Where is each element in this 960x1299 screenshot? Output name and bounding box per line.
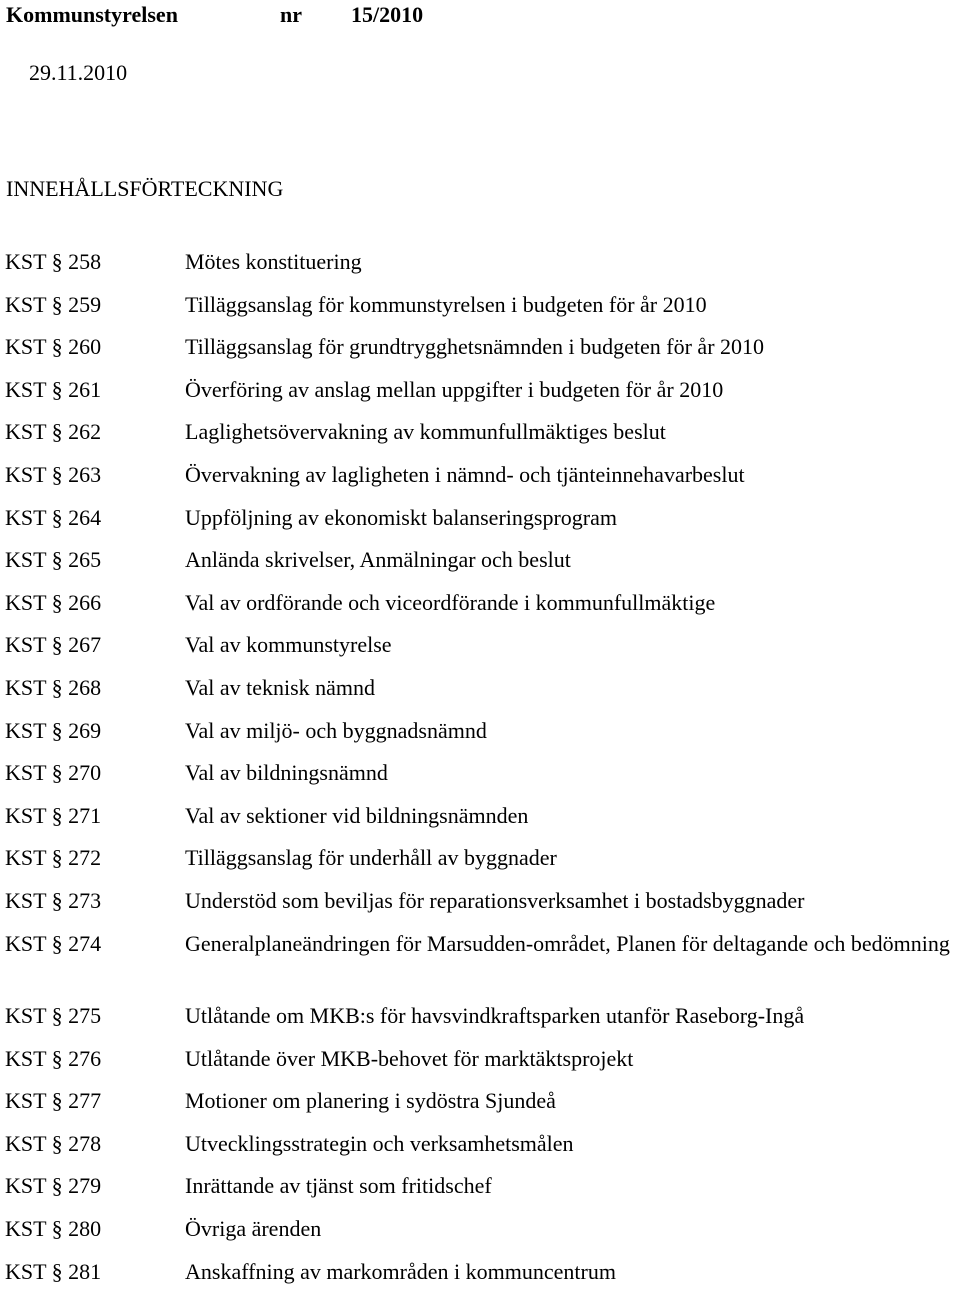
toc-item-number: KST § 261 [5,376,102,402]
toc-item [0,886,960,929]
toc-item [0,1171,960,1214]
toc-item-number: KST § 276 [5,1045,102,1071]
toc-item [0,1129,960,1172]
toc-item [0,375,960,418]
toc-item-number: KST § 273 [5,887,102,913]
toc-item-number: KST § 269 [5,717,102,743]
toc-item-title: Generalplaneändringen för Marsudden-området, Planen för deltagande och bedömning [185,930,950,956]
organization-name: Kommunstyrelsen [6,2,178,27]
toc-item [0,332,960,375]
toc-item-title: Överföring av anslag mellan uppgifter i budgeten för år 2010 [185,376,724,402]
toc-item-number: KST § 265 [5,547,102,573]
toc-item-number: KST § 260 [5,334,102,360]
toc-item-title: Anskaffning av markområden i kommuncentrum [185,1258,616,1284]
toc-item [0,588,960,631]
toc-item-title: Tilläggsanslag för underhåll av byggnader [185,845,557,871]
toc-item-title: Mötes konstituering [185,249,362,274]
toc-item [0,1044,960,1087]
toc-item-number: KST § 278 [5,1130,102,1156]
toc-item-title: Inrättande av tjänst som fritidschef [185,1173,492,1199]
toc-item-title: Val av ordförande och viceordförande i kommunfullmäktige [185,589,716,615]
toc-item-title: Val av teknisk nämnd [185,674,376,700]
toc-item [0,801,960,844]
toc-item-number: KST § 279 [5,1173,102,1199]
toc-item [0,673,960,716]
toc-item-title: Understöd som beviljas för reparationsverksamhet i bostadsbyggnader [185,887,805,913]
toc-item [0,843,960,886]
toc-item [0,929,960,1002]
number-label: nr [280,2,302,27]
toc-item [0,716,960,759]
toc-item [0,460,960,503]
toc-item [0,1257,960,1299]
toc-item-title: Uppföljning av ekonomiskt balanseringsprogram [185,504,617,530]
toc-item-title: Val av kommunstyrelse [185,632,392,658]
toc-item-title: Motioner om planering i sydöstra Sjundeå [185,1088,556,1114]
toc-item [0,247,960,290]
toc-item-number: KST § 258 [5,249,102,274]
toc-item-title: Tilläggsanslag för grundtrygghetsnämnden i budgeten för år 2010 [185,334,765,360]
toc-item-number: KST § 271 [5,802,102,828]
toc-item-number: KST § 270 [5,760,102,786]
toc-item-title: Val av miljö- och byggnadsnämnd [185,717,487,743]
toc-item [0,417,960,460]
toc-item-number: KST § 281 [5,1258,102,1284]
toc-item-number: KST § 263 [5,461,102,487]
toc-list [0,247,960,1299]
toc-item-title: Utlåtande om MKB:s för havsvindkraftsparken utanför Raseborg-Ingå [185,1003,805,1028]
toc-item-number: KST § 264 [5,504,102,530]
toc-item-title: Tilläggsanslag för kommunstyrelsen i budgeten för år 2010 [185,291,707,317]
toc-item [0,758,960,801]
toc-item [0,290,960,333]
toc-item [0,630,960,673]
toc-item-number: KST § 268 [5,674,102,700]
toc-item [0,1086,960,1129]
document-number: 15/2010 [351,2,424,27]
toc-item-title: Utlåtande över MKB-behovet för marktäktsprojekt [185,1045,634,1071]
toc-item [0,1001,960,1044]
toc-item-title: Utvecklingsstrategin och verksamhetsmålen [185,1130,574,1156]
toc-item-number: KST § 275 [5,1003,102,1028]
toc-item [0,545,960,588]
toc-item-title: Anlända skrivelser, Anmälningar och beslut [185,547,571,573]
toc-item-number: KST § 277 [5,1088,102,1114]
toc-item-title: Val av sektioner vid bildningsnämnden [185,802,529,828]
meeting-date: 29.11.2010 [29,60,128,85]
toc-item-number: KST § 274 [5,930,102,956]
toc-item [0,1214,960,1257]
toc-item-number: KST § 280 [5,1215,102,1241]
toc-item-title: Övriga ärenden [185,1215,322,1241]
toc-item-number: KST § 262 [5,419,102,445]
toc-item-number: KST § 272 [5,845,102,871]
toc-item-number: KST § 266 [5,589,102,615]
toc-item-title: Övervakning av lagligheten i nämnd- och tjänteinnehavarbeslut [185,461,745,487]
toc-item-number: KST § 267 [5,632,102,658]
toc-item-title: Laglighetsövervakning av kommunfullmäktiges beslut [185,419,666,445]
toc-item [0,503,960,546]
toc-item-title: Val av bildningsnämnd [185,760,388,786]
toc-title: INNEHÅLLSFÖRTECKNING [6,176,284,201]
toc-item-number: KST § 259 [5,291,102,317]
